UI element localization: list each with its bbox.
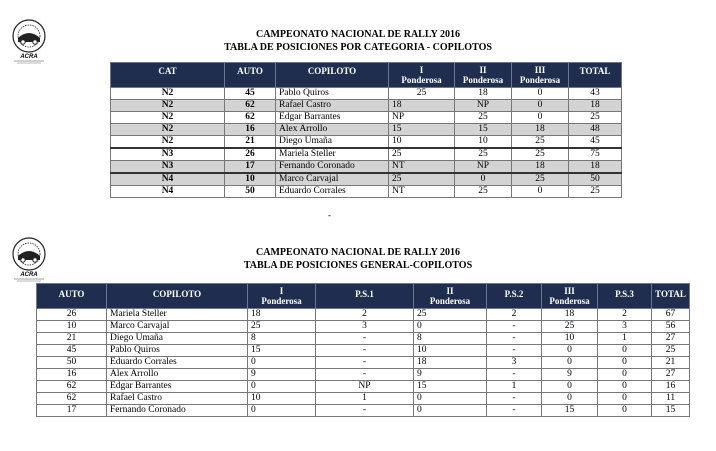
cell-rally-2: NP: [455, 100, 512, 112]
cell-total: 27: [652, 369, 690, 381]
cell-rally-1: 8: [248, 333, 316, 345]
cell-auto: 21: [37, 333, 107, 345]
table-row: [111, 100, 622, 112]
cell-auto: 10: [225, 173, 276, 186]
cell-rally-3: 10: [542, 333, 598, 345]
cell-rally-2: 10: [455, 136, 512, 149]
cell-rally-3: 0: [512, 112, 569, 124]
cell-auto: 21: [225, 136, 276, 149]
cell-rally-3: 18: [512, 161, 569, 174]
cell-auto: 17: [225, 161, 276, 174]
cell-auto: 26: [225, 148, 276, 161]
cell-rally-1: 18: [389, 100, 455, 112]
cell-ps1: -: [316, 405, 414, 417]
cell-rally-3: 18: [512, 124, 569, 136]
cell-total: 43: [569, 88, 622, 100]
footer-mark: -: [328, 210, 331, 220]
table-row: [111, 88, 622, 100]
cell-total: 15: [652, 405, 690, 417]
cell-rally-1: 25: [248, 321, 316, 333]
top-titles: [0, 28, 716, 54]
cell-rally-1: 18: [248, 309, 316, 321]
cell-total: 56: [652, 321, 690, 333]
cell-auto: 10: [37, 321, 107, 333]
cell-ps1: 3: [316, 321, 414, 333]
header-rally-2: II Ponderosa: [414, 284, 487, 309]
cell-auto: 62: [37, 381, 107, 393]
cell-rally-2: 15: [455, 124, 512, 136]
top-title-line-1: CAMPEONATO NACIONAL DE RALLY 2016: [256, 29, 460, 40]
cell-auto: 62: [37, 393, 107, 405]
cell-total: 48: [569, 124, 622, 136]
table-row: [37, 357, 690, 369]
svg-text:ACRA: ACRA: [20, 54, 38, 60]
cell-copiloto: Marco Carvajal: [107, 321, 248, 333]
cell-rally-1: 15: [389, 124, 455, 136]
header-auto: AUTO: [225, 63, 276, 88]
cell-ps1: -: [316, 345, 414, 357]
table-row: [111, 186, 622, 198]
cell-cat: N3: [111, 161, 225, 174]
cell-total: 25: [652, 345, 690, 357]
cell-ps2: -: [487, 369, 542, 381]
cell-copiloto: Diego Umaña: [107, 333, 248, 345]
cell-copiloto: Eduardo Corrales: [107, 357, 248, 369]
cell-copiloto: Rafael Castro: [276, 100, 389, 112]
cell-copiloto: Diego Umaña: [276, 136, 389, 149]
cell-copiloto: Pablo Quiros: [107, 345, 248, 357]
cell-cat: N4: [111, 186, 225, 198]
cell-copiloto: Edgar Barrantes: [276, 112, 389, 124]
svg-text:ACRA: ACRA: [20, 272, 38, 278]
header-ps1: P.S.1: [316, 284, 414, 309]
cell-total: 50: [569, 173, 622, 186]
cell-auto: 16: [37, 369, 107, 381]
cell-ps2: -: [487, 333, 542, 345]
table-row: [111, 112, 622, 124]
cell-rally-3: 0: [542, 393, 598, 405]
cell-ps1: 1: [316, 393, 414, 405]
cell-copiloto: Marco Carvajal: [276, 173, 389, 186]
cell-rally-1: 0: [248, 357, 316, 369]
cell-rally-2: NP: [455, 161, 512, 174]
cell-copiloto: Pablo Quiros: [276, 88, 389, 100]
cell-rally-1: 25: [389, 148, 455, 161]
cell-total: 18: [569, 100, 622, 112]
cell-ps3: 1: [598, 333, 652, 345]
cell-auto: 17: [37, 405, 107, 417]
bottom-title-line-1: CAMPEONATO NACIONAL DE RALLY 2016: [256, 247, 460, 258]
cell-rally-3: 0: [542, 357, 598, 369]
bottom-title-line-2: TABLA DE POSICIONES GENERAL-COPILOTOS: [243, 260, 473, 271]
header-auto: AUTO: [37, 284, 107, 309]
cell-total: 25: [569, 186, 622, 198]
cell-rally-3: 18: [542, 309, 598, 321]
cell-rally-2: 0: [455, 173, 512, 186]
cell-rally-2: 25: [455, 112, 512, 124]
cell-rally-3: 25: [542, 321, 598, 333]
cell-ps2: -: [487, 393, 542, 405]
cell-total: 25: [569, 112, 622, 124]
cell-cat: N4: [111, 173, 225, 186]
cell-auto: 45: [225, 88, 276, 100]
header-copiloto: COPILOTO: [107, 284, 248, 309]
cell-total: 11: [652, 393, 690, 405]
cell-total: 67: [652, 309, 690, 321]
cell-rally-3: 9: [542, 369, 598, 381]
table-row: [37, 309, 690, 321]
table-row: [37, 405, 690, 417]
cell-rally-2: 8: [414, 333, 487, 345]
header-total: TOTAL: [652, 284, 690, 309]
cell-rally-2: 18: [414, 357, 487, 369]
cell-total: 75: [569, 148, 622, 161]
bottom-titles: [0, 246, 716, 272]
cell-auto: 50: [225, 186, 276, 198]
table-row: [111, 136, 622, 149]
cell-rally-3: 0: [512, 186, 569, 198]
cell-auto: 26: [37, 309, 107, 321]
cell-copiloto: Alex Arrollo: [107, 369, 248, 381]
cell-ps3: 3: [598, 321, 652, 333]
cell-cat: N2: [111, 112, 225, 124]
cell-copiloto: Alex Arrollo: [276, 124, 389, 136]
cell-ps1: -: [316, 357, 414, 369]
cell-rally-1: 25: [389, 88, 455, 100]
cell-cat: N2: [111, 88, 225, 100]
table-row: [37, 381, 690, 393]
table-row: [37, 393, 690, 405]
header-total: TOTAL: [569, 63, 622, 88]
category-standings-table: [110, 62, 622, 198]
cell-total: 27: [652, 333, 690, 345]
cell-ps3: 0: [598, 381, 652, 393]
cell-rally-2: 0: [414, 393, 487, 405]
cell-cat: N2: [111, 124, 225, 136]
cell-copiloto: Mariela Steller: [107, 309, 248, 321]
cell-total: 45: [569, 136, 622, 149]
cell-rally-1: 10: [248, 393, 316, 405]
table-row: [111, 124, 622, 136]
cell-ps2: -: [487, 321, 542, 333]
cell-ps3: 0: [598, 369, 652, 381]
cell-rally-1: NT: [389, 161, 455, 174]
header-rally-1: I Ponderosa: [389, 63, 455, 88]
table-row: [111, 161, 622, 174]
cell-rally-1: NT: [389, 186, 455, 198]
cell-ps3: 0: [598, 405, 652, 417]
cell-total: 16: [652, 381, 690, 393]
header-ps3: P.S.3: [598, 284, 652, 309]
general-standings-table: [36, 283, 690, 417]
cell-ps2: 1: [487, 381, 542, 393]
header-rally-3: III Ponderosa: [542, 284, 598, 309]
header-rally-3: III Ponderosa: [512, 63, 569, 88]
cell-rally-3: 0: [512, 88, 569, 100]
cell-rally-1: 9: [248, 369, 316, 381]
cell-rally-2: 15: [414, 381, 487, 393]
top-title-line-2: TABLA DE POSICIONES POR CATEGORIA - COPILOTOS: [224, 42, 492, 53]
cell-auto: 50: [37, 357, 107, 369]
cell-rally-3: 15: [542, 405, 598, 417]
header-copiloto: COPILOTO: [276, 63, 389, 88]
cell-ps1: -: [316, 369, 414, 381]
cell-copiloto: Fernando Coronado: [276, 161, 389, 174]
cell-rally-1: 10: [389, 136, 455, 149]
cell-ps2: -: [487, 345, 542, 357]
table-row: [111, 148, 622, 161]
cell-ps1: -: [316, 333, 414, 345]
cell-rally-1: NP: [389, 112, 455, 124]
cell-ps1: NP: [316, 381, 414, 393]
cell-ps3: 0: [598, 345, 652, 357]
table-row: [37, 333, 690, 345]
cell-ps1: 2: [316, 309, 414, 321]
cell-rally-3: 0: [512, 100, 569, 112]
cell-total: 18: [569, 161, 622, 174]
cell-total: 21: [652, 357, 690, 369]
cell-copiloto: Mariela Steller: [276, 148, 389, 161]
table-row: [37, 345, 690, 357]
cell-ps3: 0: [598, 393, 652, 405]
header-cat: CAT: [111, 63, 225, 88]
header-rally-2: II Ponderosa: [455, 63, 512, 88]
cell-auto: 16: [225, 124, 276, 136]
cell-copiloto: Rafael Castro: [107, 393, 248, 405]
cell-ps3: 0: [598, 357, 652, 369]
header-ps2: P.S.2: [487, 284, 542, 309]
table-row: [111, 173, 622, 186]
cell-auto: 62: [225, 100, 276, 112]
cell-rally-3: 25: [512, 136, 569, 149]
cell-rally-2: 18: [455, 88, 512, 100]
table-row: [37, 369, 690, 381]
cell-rally-3: 25: [512, 148, 569, 161]
cell-rally-1: 0: [248, 381, 316, 393]
cell-rally-3: 0: [542, 381, 598, 393]
cell-ps3: 2: [598, 309, 652, 321]
cell-rally-2: 0: [414, 405, 487, 417]
cell-rally-3: 25: [512, 173, 569, 186]
cell-ps2: 3: [487, 357, 542, 369]
cell-rally-2: 25: [455, 148, 512, 161]
cell-cat: N2: [111, 100, 225, 112]
cell-auto: 62: [225, 112, 276, 124]
cell-cat: N3: [111, 148, 225, 161]
cell-cat: N2: [111, 136, 225, 149]
cell-rally-3: 0: [542, 345, 598, 357]
cell-rally-2: 9: [414, 369, 487, 381]
cell-rally-2: 0: [414, 321, 487, 333]
cell-rally-2: 25: [414, 309, 487, 321]
cell-copiloto: Edgar Barrantes: [107, 381, 248, 393]
cell-copiloto: Eduardo Corrales: [276, 186, 389, 198]
cell-rally-2: 25: [455, 186, 512, 198]
cell-copiloto: Fernando Coronado: [107, 405, 248, 417]
cell-rally-1: 0: [248, 405, 316, 417]
table-row: [37, 321, 690, 333]
cell-ps2: -: [487, 405, 542, 417]
cell-rally-1: 15: [248, 345, 316, 357]
cell-auto: 45: [37, 345, 107, 357]
cell-rally-1: 25: [389, 173, 455, 186]
cell-ps2: 2: [487, 309, 542, 321]
header-rally-1: I Ponderosa: [248, 284, 316, 309]
cell-rally-2: 10: [414, 345, 487, 357]
